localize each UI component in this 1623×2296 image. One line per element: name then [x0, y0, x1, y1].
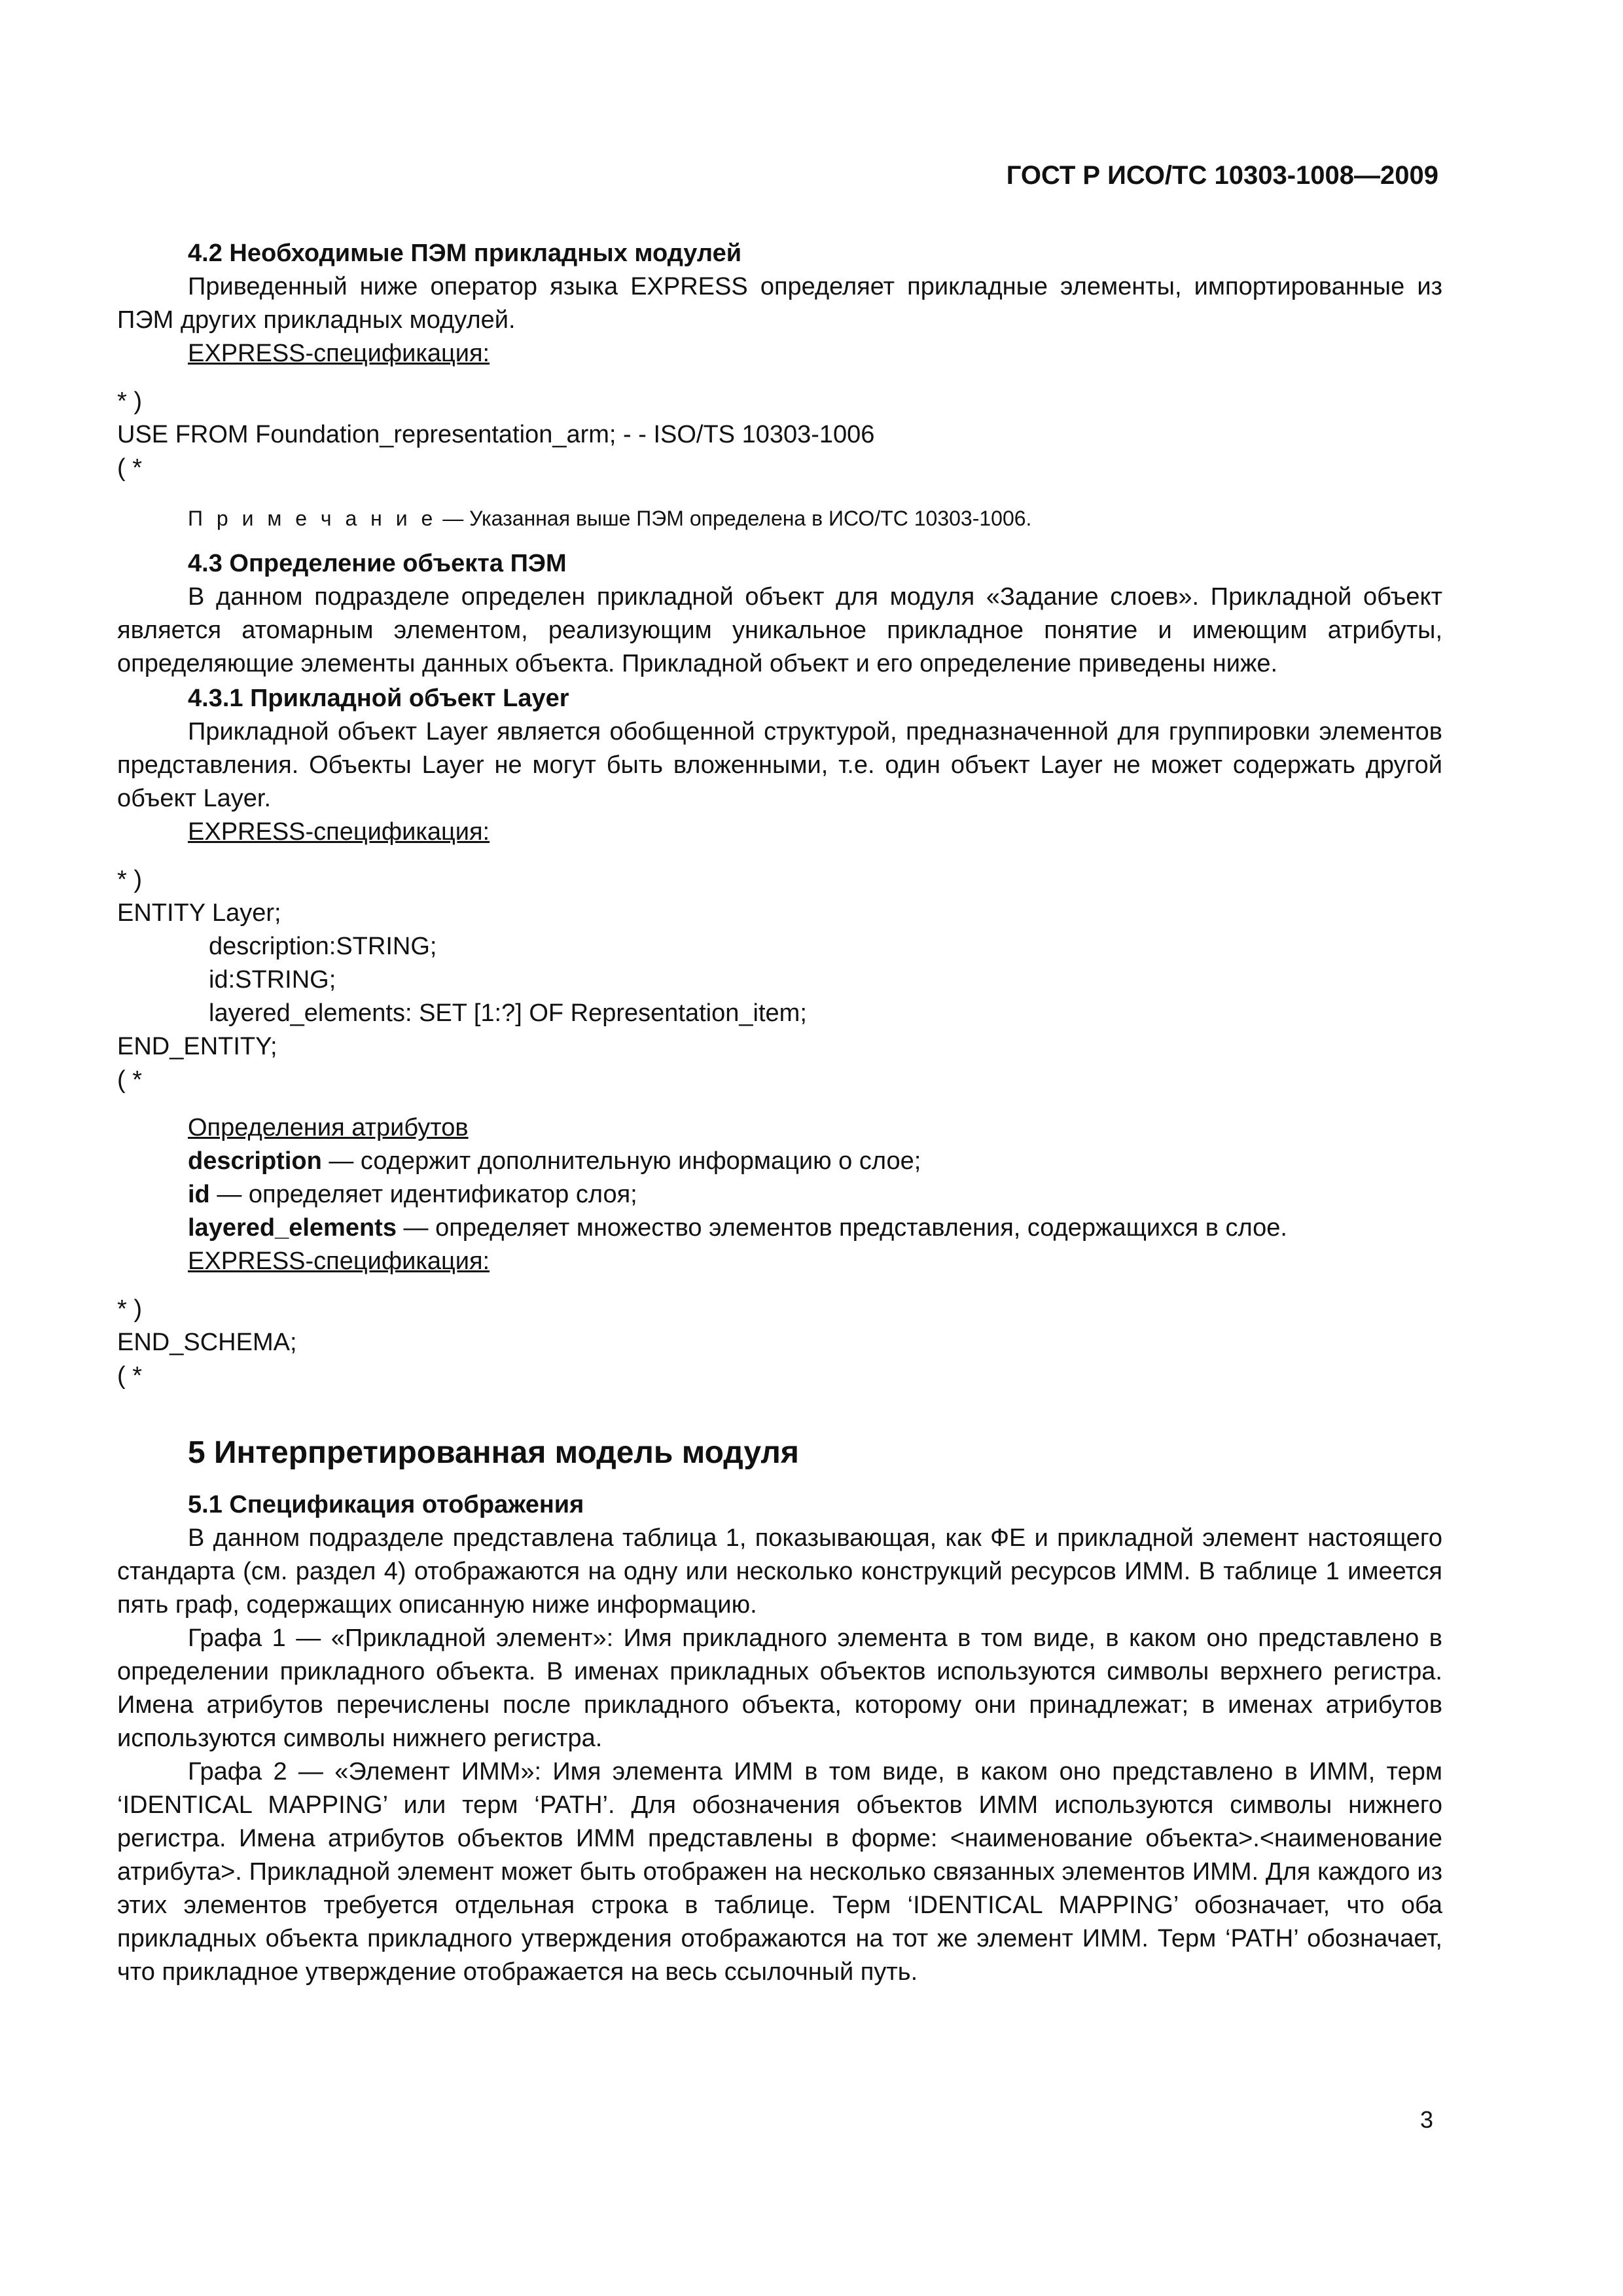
attribute-text: — определяет идентификатор слоя; [209, 1181, 637, 1208]
document-header: ГОСТ Р ИСО/ТС 10303-1008—2009 [1006, 161, 1438, 190]
attribute-text: — определяет множество элементов представления, содержащихся в слое. [396, 1214, 1287, 1242]
paragraph-4-2: Приведенный ниже оператор языка EXPRESS определяет прикладные элементы, импортированные из ПЭМ других прикладных модулей. [117, 273, 1442, 334]
code-line: ( * [117, 1066, 142, 1094]
section-heading-4-3-1: 4.3.1 Прикладной объект Layer [188, 685, 569, 712]
spacer [117, 370, 1442, 385]
attribute-definition [117, 1211, 1442, 1245]
attribute-text: — содержит дополнительную информацию о слое; [321, 1147, 921, 1175]
express-spec-label-text: EXPRESS-спецификация: [188, 818, 490, 846]
code-line: * ) [117, 387, 142, 415]
code-line: END_SCHEMA; [117, 1329, 297, 1356]
note-text: — Указанная выше ПЭМ определена в ИСО/ТС 10303-1006. [437, 507, 1032, 530]
code-line-attribute: description:STRING; [209, 933, 437, 960]
code-line: ( * [117, 1362, 142, 1390]
code-line: * ) [117, 866, 142, 893]
paragraph-4-3: В данном подразделе определен прикладной объект для модуля «Задание слоев». Прикладной объект является атомарным элементом, реализующим уникальное прикладное понятие и имеющим атрибуты, определяющие элементы данных объекта. Прикладной объект и его определение приведены ниже. [117, 583, 1442, 677]
code-line: USE FROM Foundation_representation_arm; - - ISO/TS 10303-1006 [117, 421, 875, 448]
page-number: 3 [1420, 2106, 1434, 2133]
spacer [117, 849, 1442, 863]
paragraph-4-3-1: Прикладной объект Layer является обобщенной структурой, предназначенной для группировки элементов представления. Объекты Layer не могут быть вложенными, т.е. один объект Layer не может содержать другой объект Layer. [117, 718, 1442, 812]
paragraph-5-1: Графа 1 — «Прикладной элемент»: Имя прикладного элемента в том виде, в каком оно представлено в определении прикладного объекта. В именах прикладных объектов используются символы верхнего регистра. Имена атрибутов перечислены после прикладного объекта, которому они принадлежат; в именах атрибутов используются символы нижнего регистра. [117, 1624, 1442, 1752]
express-spec-label-text: EXPRESS-спецификация: [188, 1247, 490, 1275]
express-spec-label [117, 1245, 1442, 1278]
spacer [117, 1097, 1442, 1111]
section-heading-5: 5 Интерпретированная модель модуля [188, 1435, 799, 1470]
attribute-definition [117, 1178, 1442, 1211]
section-heading-5-1: 5.1 Спецификация отображения [188, 1491, 584, 1518]
note [117, 502, 1442, 535]
attribute-definitions-label-text: Определения атрибутов [188, 1114, 469, 1141]
attribute-definition [117, 1145, 1442, 1178]
attribute-name: description [188, 1147, 322, 1175]
express-spec-label [117, 816, 1442, 849]
code-line-attribute: id:STRING; [209, 966, 336, 994]
code-line: ENTITY Layer; [117, 899, 281, 927]
code-line: END_ENTITY; [117, 1033, 277, 1060]
section-heading-4-3: 4.3 Определение объекта ПЭМ [188, 550, 567, 577]
paragraph-5-1: В данном подразделе представлена таблица 1, показывающая, как ФЕ и прикладной элемент настоящего стандарта (см. раздел 4) отображаются на одну или несколько конструкций ресурсов ИММ. В таблице 1 имеется пять граф, содержащих описанную ниже информацию. [117, 1524, 1442, 1619]
document-body [117, 236, 1442, 1989]
express-spec-label [117, 337, 1442, 370]
express-spec-label-text: EXPRESS-спецификация: [188, 340, 490, 367]
attribute-name: id [188, 1181, 210, 1208]
attribute-definitions-label [117, 1111, 1442, 1145]
code-line: ( * [117, 454, 142, 482]
code-line: * ) [117, 1295, 142, 1323]
section-heading-4-2: 4.2 Необходимые ПЭМ прикладных модулей [188, 240, 742, 267]
spacer [117, 1278, 1442, 1293]
attribute-name: layered_elements [188, 1214, 397, 1242]
note-label: П р и м е ч а н и е [188, 507, 437, 530]
code-line-attribute: layered_elements: SET [1:?] OF Representation_item; [209, 999, 807, 1027]
paragraph-5-1: Графа 2 — «Элемент ИММ»: Имя элемента ИММ в том виде, в каком оно представлено в ИММ, терм ‘IDENTICAL MAPPING’ или терм ‘PATH’. Для обозначения объектов ИММ используются символы нижнего регистра. Имена атрибутов объектов ИММ представлены в форме: <наименование объекта>.<наименование атрибута>. Прикладной элемент может быть отображен на несколько связанных элементов ИММ. Для каждого из этих элементов требуется отдельная строка в таблице. Терм ‘IDENTICAL MAPPING’ обозначает, что оба прикладных объекта прикладного утверждения отображаются на тот же элемент ИММ. Терм ‘PATH’ обозначает, что прикладное утверждение отображается на весь ссылочный путь. [117, 1758, 1442, 1986]
